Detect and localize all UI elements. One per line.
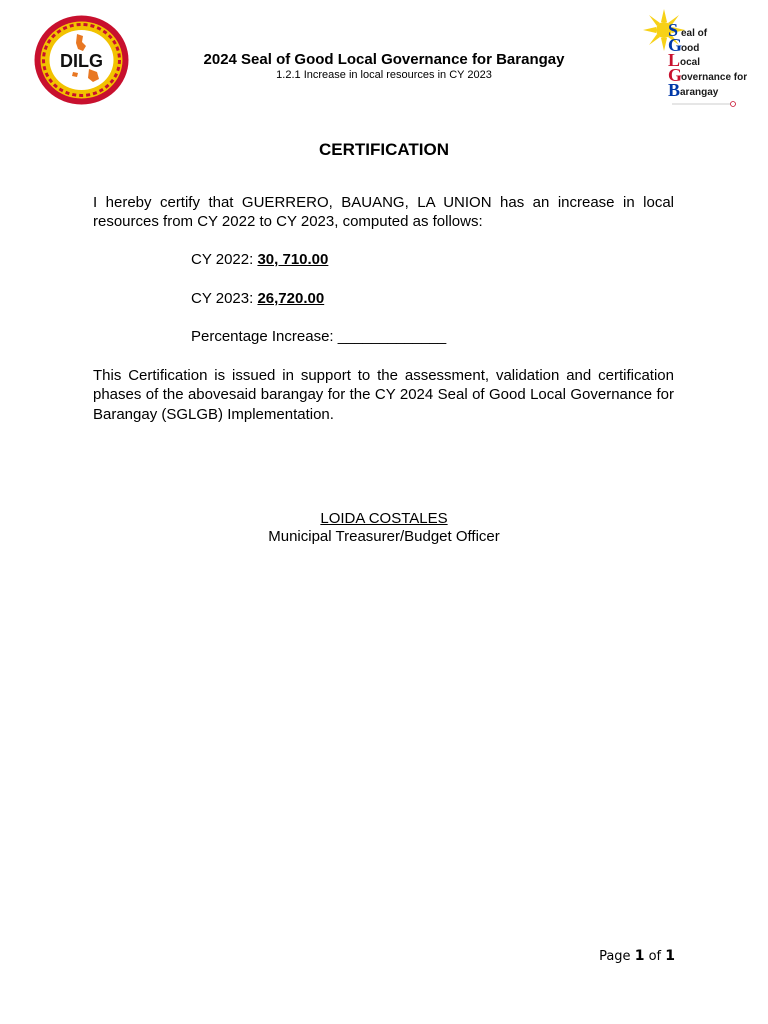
certification-title: CERTIFICATION [318, 140, 449, 159]
cy-2022-label: CY 2022: [191, 251, 258, 268]
sglgb-word-3: ocal [680, 57, 701, 68]
cy-2023-row [191, 289, 324, 308]
sglgb-logo [642, 8, 757, 112]
dilg-seal-logo [33, 14, 130, 106]
percentage-increase-label: Percentage Increase: [191, 328, 338, 345]
signatory-position: Municipal Treasurer/Budget Officer [268, 528, 500, 545]
total-pages: 1 [665, 948, 675, 964]
header-subtitle: 1.2.1 Increase in local resources in CY 2023 [276, 69, 492, 81]
sglgb-initial-s: S [668, 20, 679, 40]
sglgb-word-1: eal of [681, 28, 708, 39]
sglgb-initial-l: L [668, 50, 681, 70]
percentage-increase-blank: _____________ [337, 328, 447, 345]
of-word: of [648, 949, 662, 964]
cy-2022-row [191, 250, 328, 269]
support-paragraph: This Certification is issued in support to the assessment, validation and certification phases of the abovesaid barangay for the CY 2024 Seal of Good Local Governance for Barangay (SGLGB) Implementation. [93, 367, 674, 423]
sglgb-initial-g2: G [668, 65, 683, 85]
document-header [140, 50, 628, 82]
cy-2022-amount: 30, 710.00 [257, 251, 329, 268]
signatory-block [0, 510, 768, 546]
sglgb-initial-b: B [668, 80, 681, 100]
current-page: 1 [634, 948, 645, 964]
page-word: Page [599, 949, 631, 964]
sglgb-initial-g1: G [668, 35, 683, 55]
page-number [599, 948, 675, 965]
cy-2023-amount: 26,720.00 [257, 290, 325, 307]
header-title: 2024 Seal of Good Local Governance for Barangay [203, 51, 565, 68]
intro-paragraph: I hereby certify that GUERRERO, BAUANG, LA UNION has an increase in local resources from CY 2022 to CY 2023, computed as follows: [93, 194, 674, 231]
sglgb-word-4: overnance for [681, 72, 748, 83]
dilg-seal-text: DILG [60, 51, 103, 71]
sglgb-word-2: ood [681, 43, 700, 54]
sglgb-word-5: arangay [680, 87, 719, 98]
cy-2023-label: CY 2023: [191, 290, 258, 307]
signatory-name: LOIDA COSTALES [320, 510, 448, 527]
percentage-increase-row [191, 327, 446, 346]
